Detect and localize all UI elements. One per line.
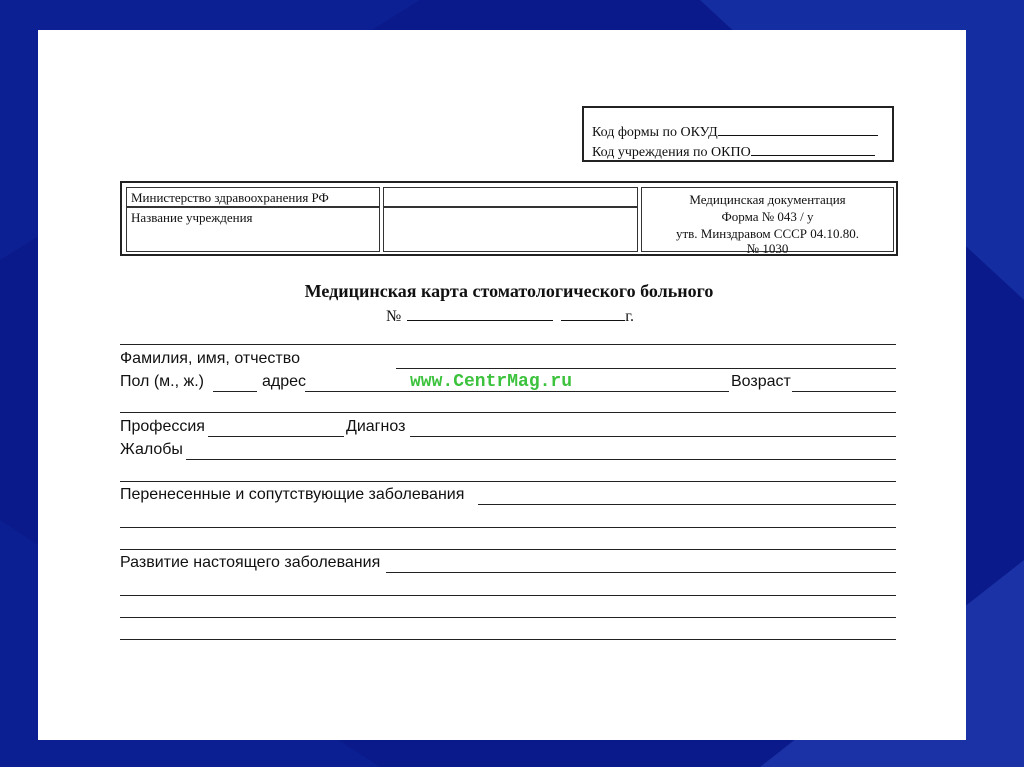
okpo-org-code-label: Код учреждения по ОКПО [592, 145, 751, 160]
diagnosis-label: Диагноз [346, 418, 406, 435]
full-name-label: Фамилия, имя, отчество [120, 350, 300, 367]
doc-line-4: № 1030 [746, 241, 789, 256]
sex-field[interactable] [213, 391, 257, 392]
form-rule[interactable] [120, 481, 896, 482]
age-label: Возраст [731, 373, 791, 390]
full-name-field[interactable] [396, 368, 896, 369]
current-disease-label: Развитие настоящего заболевания [120, 554, 381, 571]
diagnosis-field[interactable] [410, 436, 896, 437]
card-number-field[interactable] [407, 306, 553, 321]
past-diseases-field[interactable] [478, 504, 896, 505]
address-label: адрес [262, 373, 307, 390]
complaints-field[interactable] [186, 459, 896, 460]
medical-doc-cell [641, 187, 894, 256]
form-rule[interactable] [120, 412, 896, 413]
institution-label: Название учреждения [131, 210, 253, 225]
doc-line-3: утв. Минздравом СССР 04.10.80. [675, 226, 860, 241]
card-year-field[interactable] [561, 306, 625, 321]
okpo-org-code-field[interactable] [751, 142, 875, 156]
header-table [120, 181, 898, 256]
complaints-label: Жалобы [120, 441, 183, 458]
card-number-line [386, 306, 634, 326]
blank-cell-bottom[interactable] [383, 207, 638, 252]
doc-line-2: Форма № 043 / у [721, 209, 814, 224]
institution-cell[interactable] [126, 207, 380, 252]
doc-line-1: Медицинская документация [689, 192, 846, 207]
profession-label: Профессия [120, 418, 205, 435]
form-rule[interactable] [120, 549, 896, 550]
form-rule[interactable] [120, 595, 896, 596]
form-rule[interactable] [120, 617, 896, 618]
current-disease-field[interactable] [386, 572, 896, 573]
okud-form-code-field[interactable] [718, 122, 878, 136]
watermark: www.CentrMag.ru [410, 372, 573, 392]
ministry-label: Министерство здравоохранения РФ [131, 190, 329, 205]
year-suffix: г. [625, 308, 635, 325]
past-diseases-label: Перенесенные и сопутствующие заболевания [120, 486, 465, 503]
form-rule[interactable] [120, 639, 896, 640]
form-rule[interactable] [120, 527, 896, 528]
okud-code-box [582, 106, 894, 162]
form-title: Медицинская карта стоматологического больного [304, 281, 714, 301]
profession-field[interactable] [208, 436, 344, 437]
number-sign: № [386, 308, 402, 325]
sex-label: Пол (м., ж.) [120, 373, 204, 390]
ministry-cell [126, 187, 380, 207]
form-rule [120, 344, 896, 345]
age-field[interactable] [792, 391, 896, 392]
okud-form-code-label: Код формы по ОКУД [592, 125, 718, 140]
blank-cell-top[interactable] [383, 187, 638, 207]
